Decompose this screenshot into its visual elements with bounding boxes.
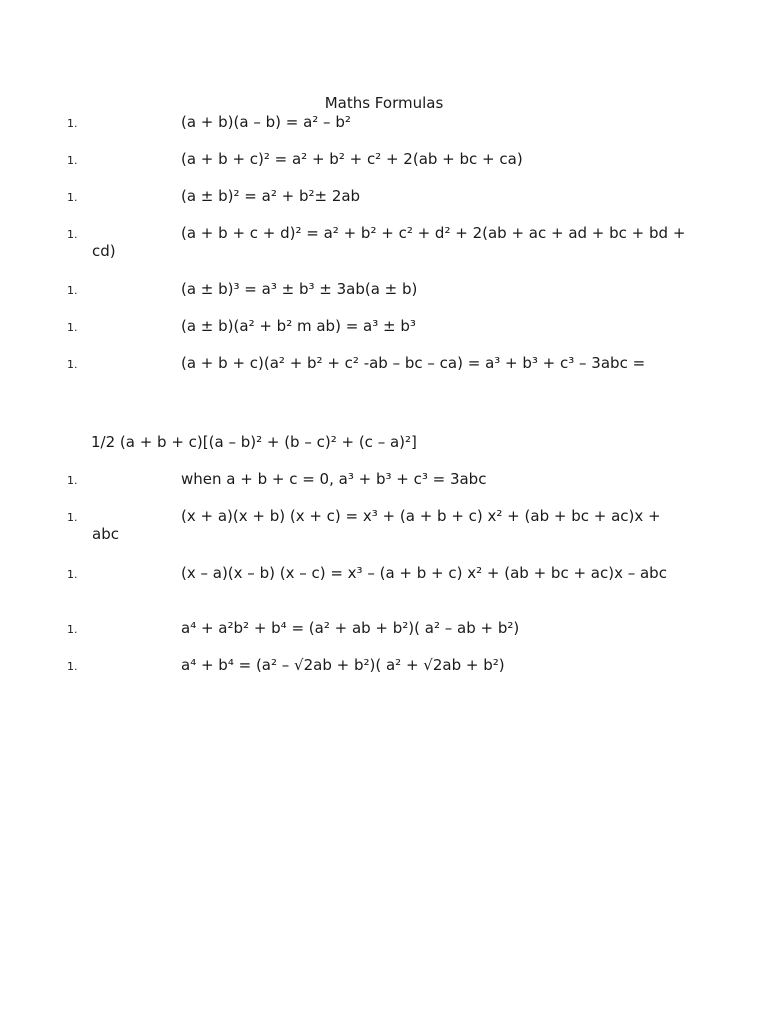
formula-text: (a + b + c + d)² = a² + b² + c² + d² + 2(ab + ac + ad + bc + bd + cd) <box>92 224 686 260</box>
formula-item-1 <box>0 113 768 131</box>
formula-item-2 <box>0 150 768 168</box>
formula-item-3 <box>0 187 768 205</box>
list-number: 1. <box>67 660 78 673</box>
formula-text: (x + a)(x + b) (x + c) = x³ + (a + b + c) x² + (ab + bc + ac)x + abc <box>92 507 661 543</box>
formula-continuation: 1/2 (a + b + c)[(a – b)² + (b – c)² + (c – a)²] <box>91 433 417 451</box>
formula-item-10 <box>0 564 768 582</box>
list-number: 1. <box>67 321 78 334</box>
list-number: 1. <box>67 154 78 167</box>
formula-text: a⁴ + b⁴ = (a² – √2ab + b²)( a² + √2ab + b²) <box>181 656 505 674</box>
list-number: 1. <box>67 474 78 487</box>
page-title: Maths Formulas <box>324 94 444 112</box>
formula-item-5 <box>0 280 768 298</box>
formula-item-8 <box>0 470 768 488</box>
list-number: 1. <box>67 117 78 130</box>
formula-text: (x – a)(x – b) (x – c) = x³ – (a + b + c) x² + (ab + bc + ac)x – abc <box>181 564 667 582</box>
formula-text: (a + b)(a – b) = a² – b² <box>181 113 351 131</box>
formula-item-12 <box>0 656 768 674</box>
formula-text: when a + b + c = 0, a³ + b³ + c³ = 3abc <box>181 470 487 488</box>
formula-text: a⁴ + a²b² + b⁴ = (a² + ab + b²)( a² – ab + b²) <box>181 619 520 637</box>
list-number: 1. <box>67 511 78 524</box>
formula-text: (a + b + c)(a² + b² + c² -ab – bc – ca) = a³ + b³ + c³ – 3abc = <box>181 354 646 372</box>
formula-text: (a ± b)³ = a³ ± b³ ± 3ab(a ± b) <box>181 280 418 298</box>
formula-item-11 <box>0 619 768 637</box>
formula-text: (a ± b)² = a² + b²± 2ab <box>181 187 361 205</box>
formula-item-9 <box>0 507 768 543</box>
list-number: 1. <box>67 568 78 581</box>
formula-item-4 <box>0 224 768 260</box>
list-number: 1. <box>67 623 78 636</box>
formula-item-7 <box>0 354 768 372</box>
list-number: 1. <box>67 228 78 241</box>
formula-text: (a ± b)(a² + b² m ab) = a³ ± b³ <box>181 317 416 335</box>
list-number: 1. <box>67 191 78 204</box>
formula-item-6 <box>0 317 768 335</box>
list-number: 1. <box>67 358 78 371</box>
list-number: 1. <box>67 284 78 297</box>
formula-text: (a + b + c)² = a² + b² + c² + 2(ab + bc + ca) <box>181 150 523 168</box>
